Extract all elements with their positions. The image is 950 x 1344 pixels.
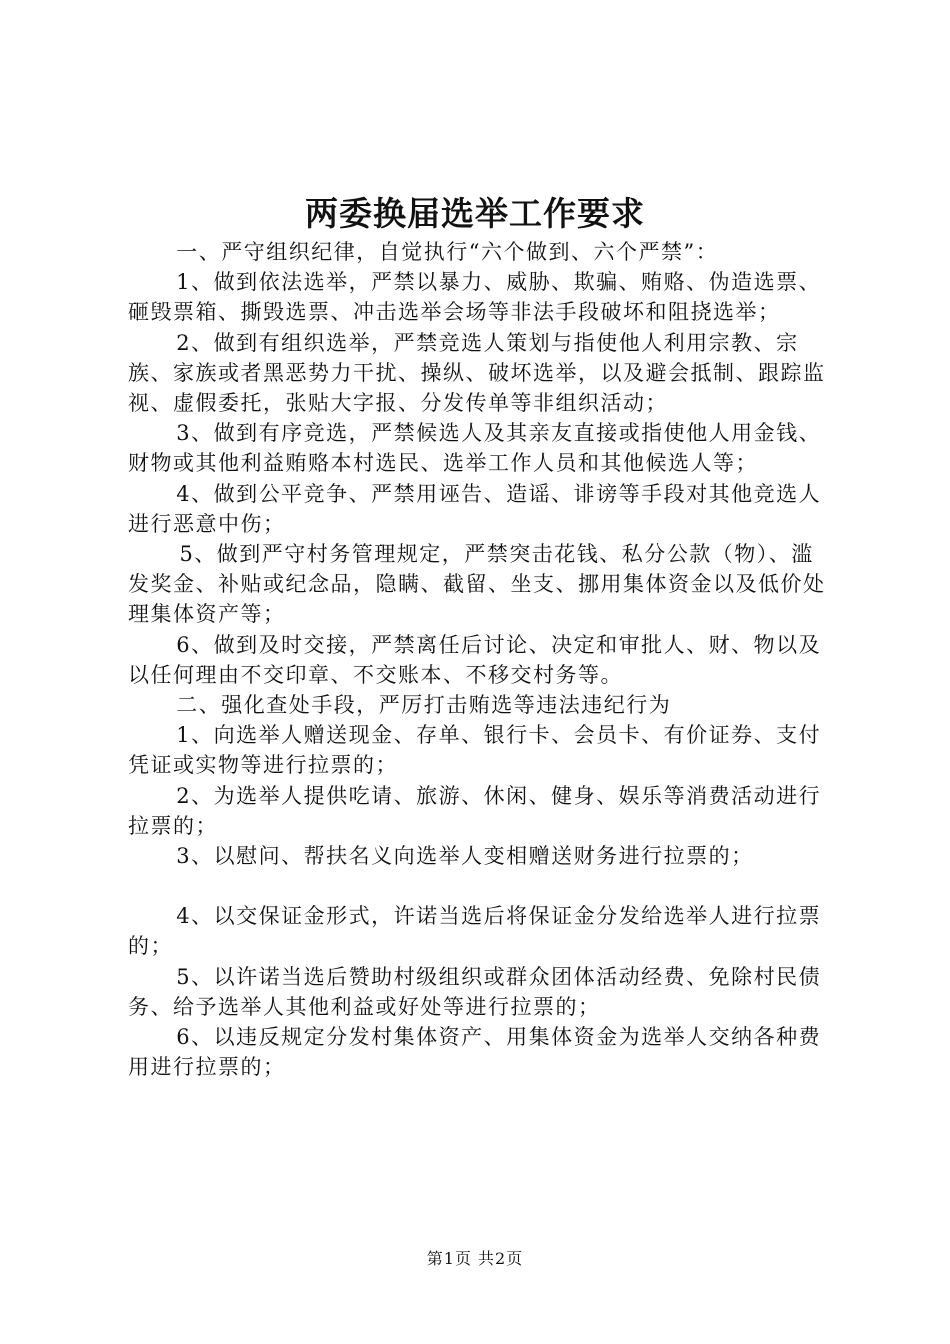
paragraph-item: 4、做到公平竞争、严禁用诬告、造谣、诽谤等手段对其他竞选人进行恶意中伤；: [128, 481, 822, 536]
paragraph-item: 5、以许诺当选后赞助村级组织或群众团体活动经费、免除村民债务、给予选举人其他利益或好处等进行拉票的；: [128, 964, 822, 1019]
paragraph-item: 3、以慰问、帮扶名义向选举人变相赠送财务进行拉票的；: [176, 844, 754, 869]
paragraph-item: 6、做到及时交接，严禁离任后讨论、决定和审批人、财、物以及以任何理由不交印章、不交账本、不移交村务等。: [128, 632, 822, 687]
paragraph-item: 2、为选举人提供吃请、旅游、休闲、健身、娱乐等消费活动进行拉票的；: [128, 783, 822, 838]
section-heading-2: 二、强化查处手段，严厉打击贿选等违法违纪行为: [176, 693, 672, 718]
paragraph-item: 6、以违反规定分发村集体资产、用集体资金为选举人交纳各种费用进行拉票的；: [128, 1025, 822, 1080]
paragraph-item: 1、向选举人赠送现金、存单、银行卡、会员卡、有价证券、支付凭证或实物等进行拉票的；: [128, 723, 822, 778]
paragraph-item: 1、做到依法选举，严禁以暴力、威胁、欺骗、贿赂、伪造选票、砸毁票箱、撕毁选票、冲击选举会场等非法手段破坏和阻挠选举；: [128, 270, 822, 325]
document-title: 两委换届选举工作要求: [305, 194, 645, 233]
page-footer: 第1页 共2页: [426, 1249, 524, 1268]
paragraph-item: 2、做到有组织选举，严禁竞选人策划与指使他人利用宗教、宗族、家族或者黑恶势力干扰、操纵、破坏选举，以及避会抵制、跟踪监视、虚假委托，张贴大字报、分发传单等非组织活动；: [128, 330, 826, 416]
paragraph-item: 5、做到严守村务管理规定，严禁突击花钱、私分公款（物）、滥发奖金、补贴或纪念品，隐瞒、截留、坐支、挪用集体资金以及低价处理集体资产等；: [128, 542, 826, 627]
blank-line: [128, 871, 828, 901]
document-body: [128, 237, 828, 1082]
paragraph-item: 4、以交保证金形式，许诺当选后将保证金分发给选举人进行拉票的；: [128, 904, 822, 959]
section-heading-1: 一、严守组织纪律，自觉执行“六个做到、六个严禁”：: [176, 240, 719, 264]
paragraph-item: 3、做到有序竞选，严禁候选人及其亲友直接或指使他人用金钱、财物或其他利益贿赂本村选民、选举工作人员和其他候选人等；: [128, 421, 822, 476]
